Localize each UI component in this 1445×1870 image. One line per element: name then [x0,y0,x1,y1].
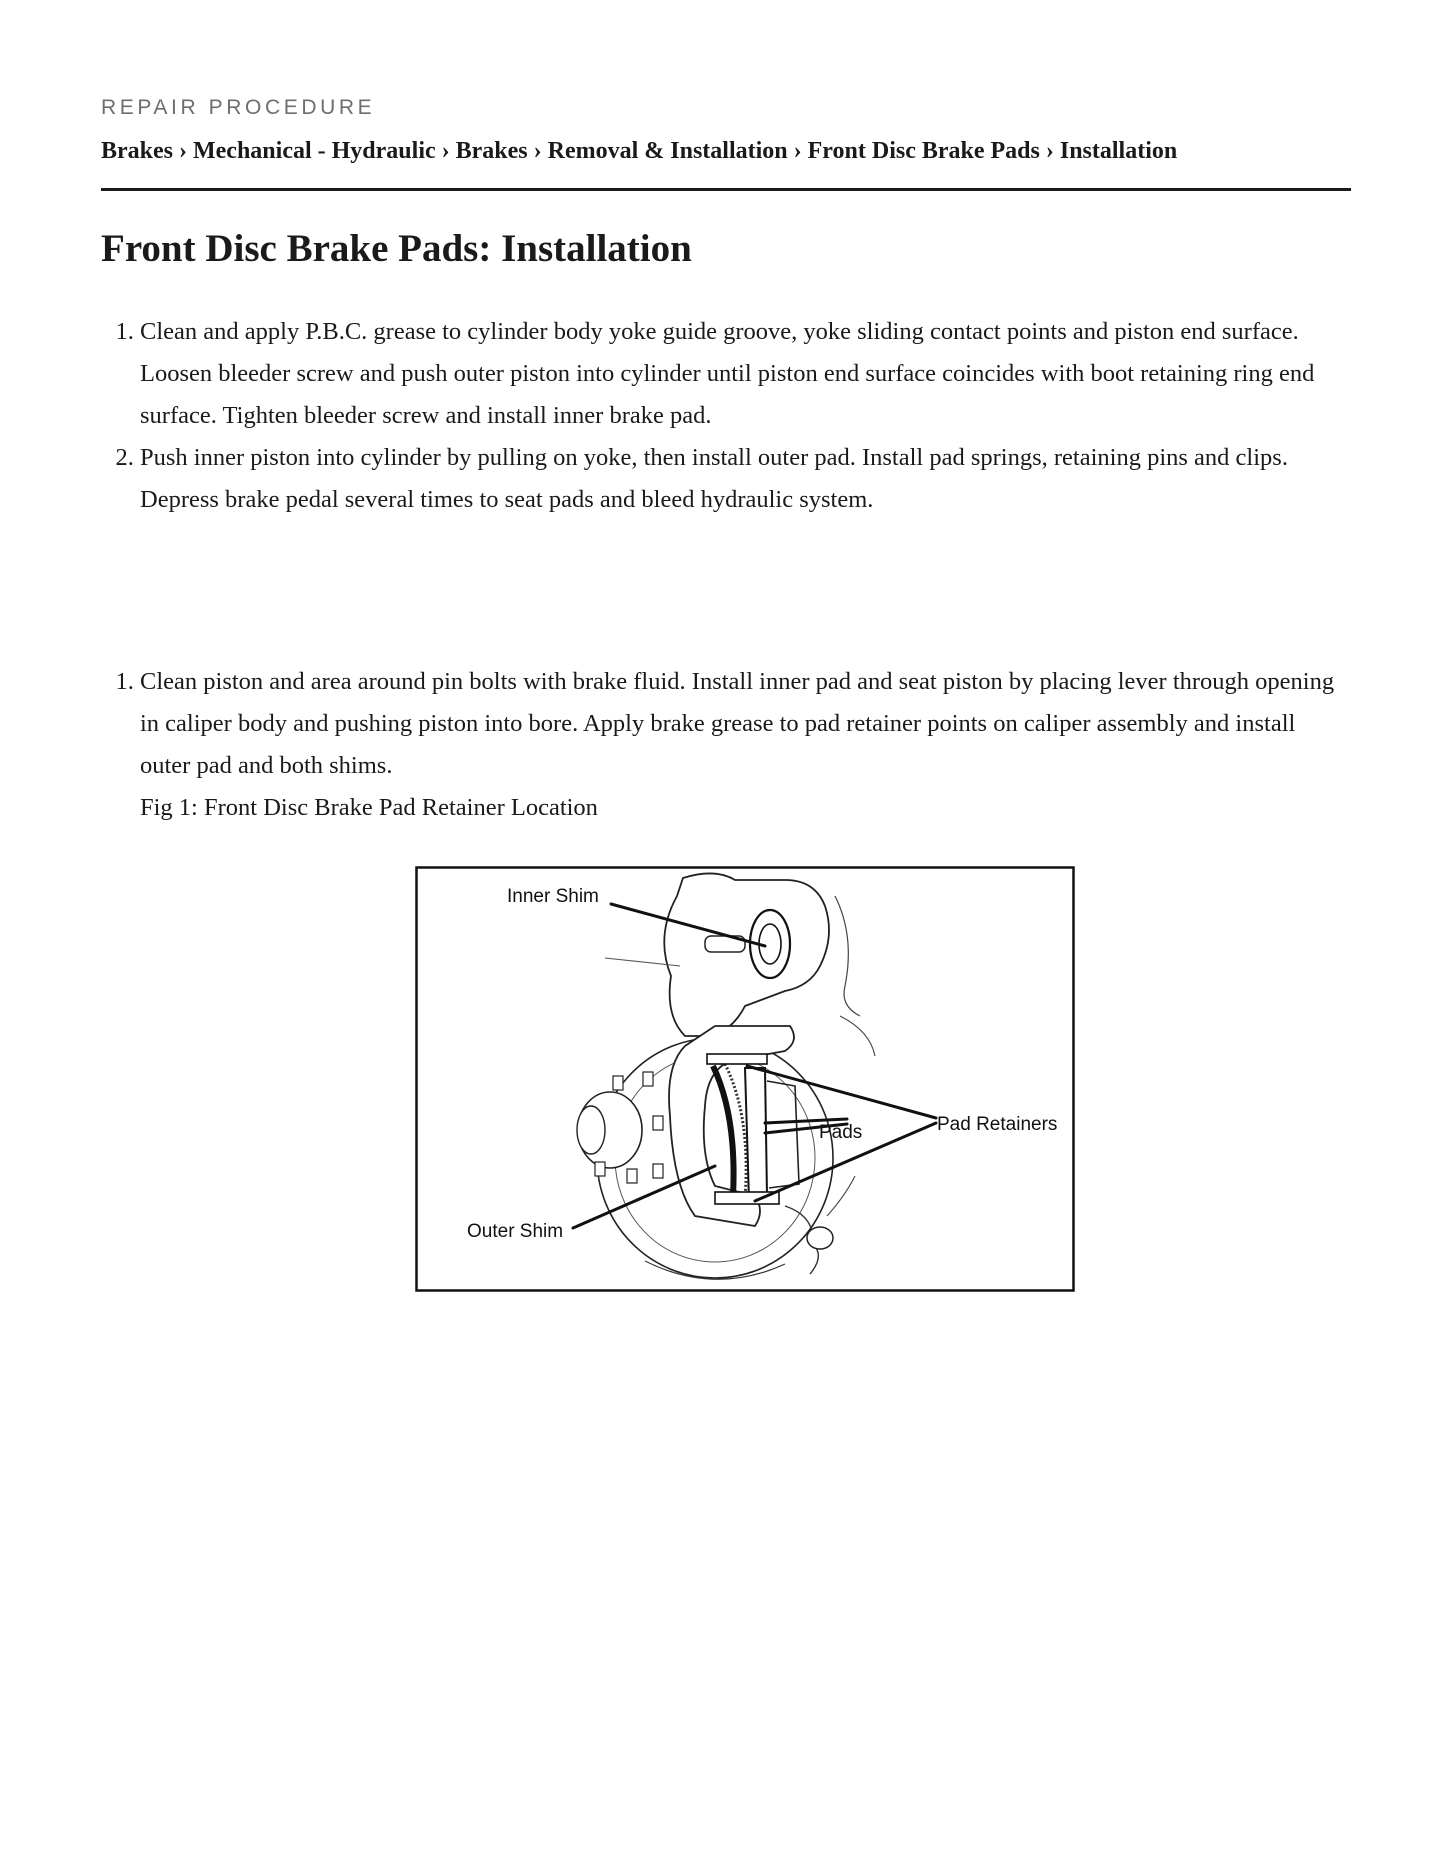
hub-cap [577,1106,605,1154]
breadcrumb-item[interactable]: Front Disc Brake Pads [807,138,1040,164]
breadcrumb-separator: › [793,138,808,164]
label-pad-retainers: Pad Retainers [937,1114,1058,1135]
procedure-step: 1. Clean and apply P.B.C. grease to cylinder body yoke guide groove, yoke sliding contact points and piston end surface. Loosen bleeder screw and push outer piston into cylinder until piston end surface coincides with boot retaining ring end surface. Tighten bleeder screw and install inner brake pad. [140,311,1351,437]
section-kicker: REPAIR PROCEDURE [101,96,376,119]
breadcrumb [101,138,1177,165]
brake-caliper-figure [415,866,1075,1292]
breadcrumb-separator: › [441,138,456,164]
procedure-step: 2. Push inner piston into cylinder by pulling on yoke, then install outer pad. Install pad springs, retaining pins and clips. Depress brake pedal several times to seat pads and bleed hydraulic system. [140,437,1351,521]
label-outer-shim: Outer Shim [467,1221,564,1242]
procedure-list-b [101,661,1351,829]
procedure-step-text: Clean piston and area around pin bolts with brake fluid. Install inner pad and seat piston by placing lever through opening in caliper body and pushing piston into bore. Apply brake grease to pad retainer points on caliper assembly and install outer pad and both shims. [140,668,1335,779]
breadcrumb-separator: › [533,138,548,164]
label-inner-shim: Inner Shim [507,886,599,907]
tie-rod-end [807,1227,833,1249]
breadcrumb-separator: › [1045,138,1060,164]
header-divider [101,188,1351,191]
label-pads: Pads [819,1122,863,1143]
page-title: Front Disc Brake Pads: Installation [101,227,692,270]
procedure-step [140,661,1351,829]
figure-caption: Fig 1: Front Disc Brake Pad Retainer Location [140,794,598,821]
inner-pad [745,1068,767,1200]
breadcrumb-item[interactable]: Mechanical - Hydraulic [193,138,436,164]
breadcrumb-item-current: Installation [1059,138,1178,164]
brake-caliper-illustration [415,866,1075,1292]
breadcrumb-separator: › [179,138,193,164]
breadcrumb-item[interactable]: Brakes [101,138,173,164]
procedure-list-a [101,311,1351,521]
breadcrumb-item[interactable]: Brakes [455,138,528,164]
upper-pad-retainer [707,1054,767,1064]
breadcrumb-item[interactable]: Removal & Installation [547,138,788,164]
